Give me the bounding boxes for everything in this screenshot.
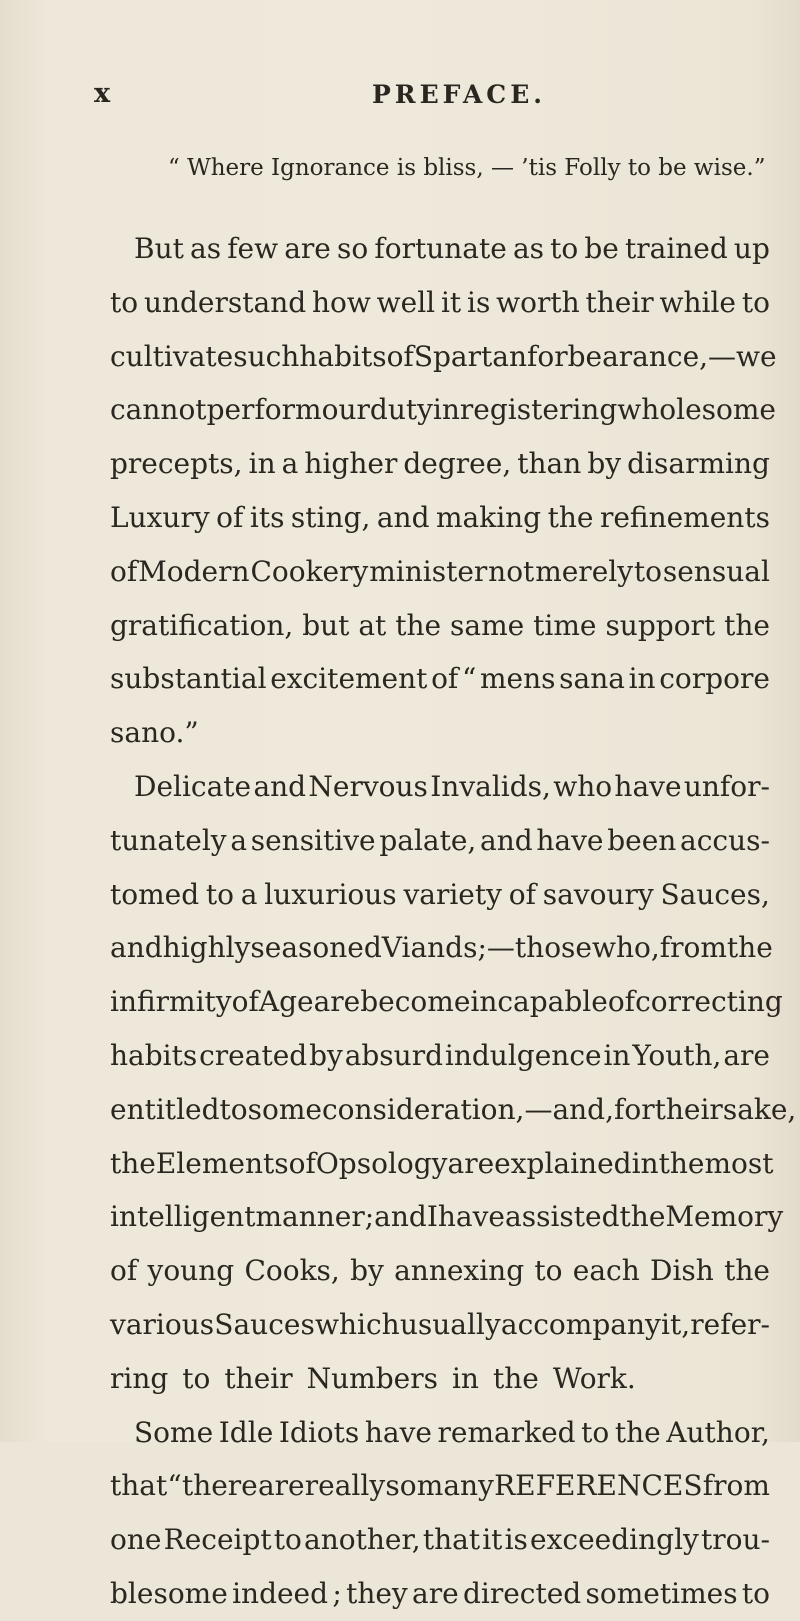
- text-line: tomed to a luxurious variety of savoury Sauces,: [110, 877, 770, 911]
- text-line: substantial excitement of “ mens sana in corpore: [110, 662, 770, 696]
- text-line: tunately a sensitive palate, and have been accus-: [110, 823, 770, 857]
- running-head: PREFACE.: [372, 80, 546, 109]
- epigraph: “ Where Ignorance is bliss, — ’tis Folly to be wise.”: [168, 155, 766, 181]
- text-line: precepts, in a higher degree, than by disarming: [110, 447, 770, 481]
- text-line: Delicate and Nervous Invalids, who have unfor-: [134, 769, 770, 803]
- text-line: cannot perform our duty in registering wholesome: [110, 393, 776, 427]
- text-line: and highly seasoned Viands ; — those who, from the: [110, 931, 773, 965]
- text-line: infirmity of Age are become incapable of correcting: [110, 985, 783, 1019]
- body-text: [110, 222, 797, 1621]
- text-line: intelligent manner ; and I have assisted the Memory: [110, 1200, 784, 1234]
- text-line: one Receipt to another, that it is exceedingly trou-: [110, 1523, 770, 1557]
- text-line: the Elements of Opsology are explained in the most: [110, 1146, 774, 1180]
- text-line: blesome indeed ; they are directed sometimes to: [110, 1576, 770, 1610]
- text-line: But as few are so fortunate as to be trained up: [134, 232, 770, 265]
- text-line: cultivate such habits of Spartan forbearance, — we: [110, 339, 777, 373]
- text-line: sano.”: [110, 716, 199, 750]
- text-line: Some Idle Idiots have remarked to the Author,: [134, 1415, 770, 1449]
- text-line: ring to their Numbers in the Work.: [110, 1361, 636, 1395]
- text-line: habits created by absurd indulgence in Youth, are: [110, 1038, 770, 1072]
- text-line: of Modern Cookery minister not merely to sensual: [110, 554, 770, 588]
- page-header: [0, 78, 800, 118]
- text-line: entitled to some consideration, — and, for their sake,: [110, 1092, 797, 1126]
- text-line: gratification, but at the same time support the: [110, 608, 770, 642]
- page-number: x: [94, 78, 112, 109]
- text-line: various Sauces which usually accompany it, refer-: [110, 1307, 770, 1341]
- text-line: to understand how well it is worth their while to: [110, 285, 770, 319]
- text-line: of young Cooks, by annexing to each Dish the: [110, 1254, 770, 1288]
- text-line: Luxury of its sting, and making the refinements: [110, 500, 770, 534]
- text-line: that “ there are really so many REFERENCES from: [110, 1469, 770, 1503]
